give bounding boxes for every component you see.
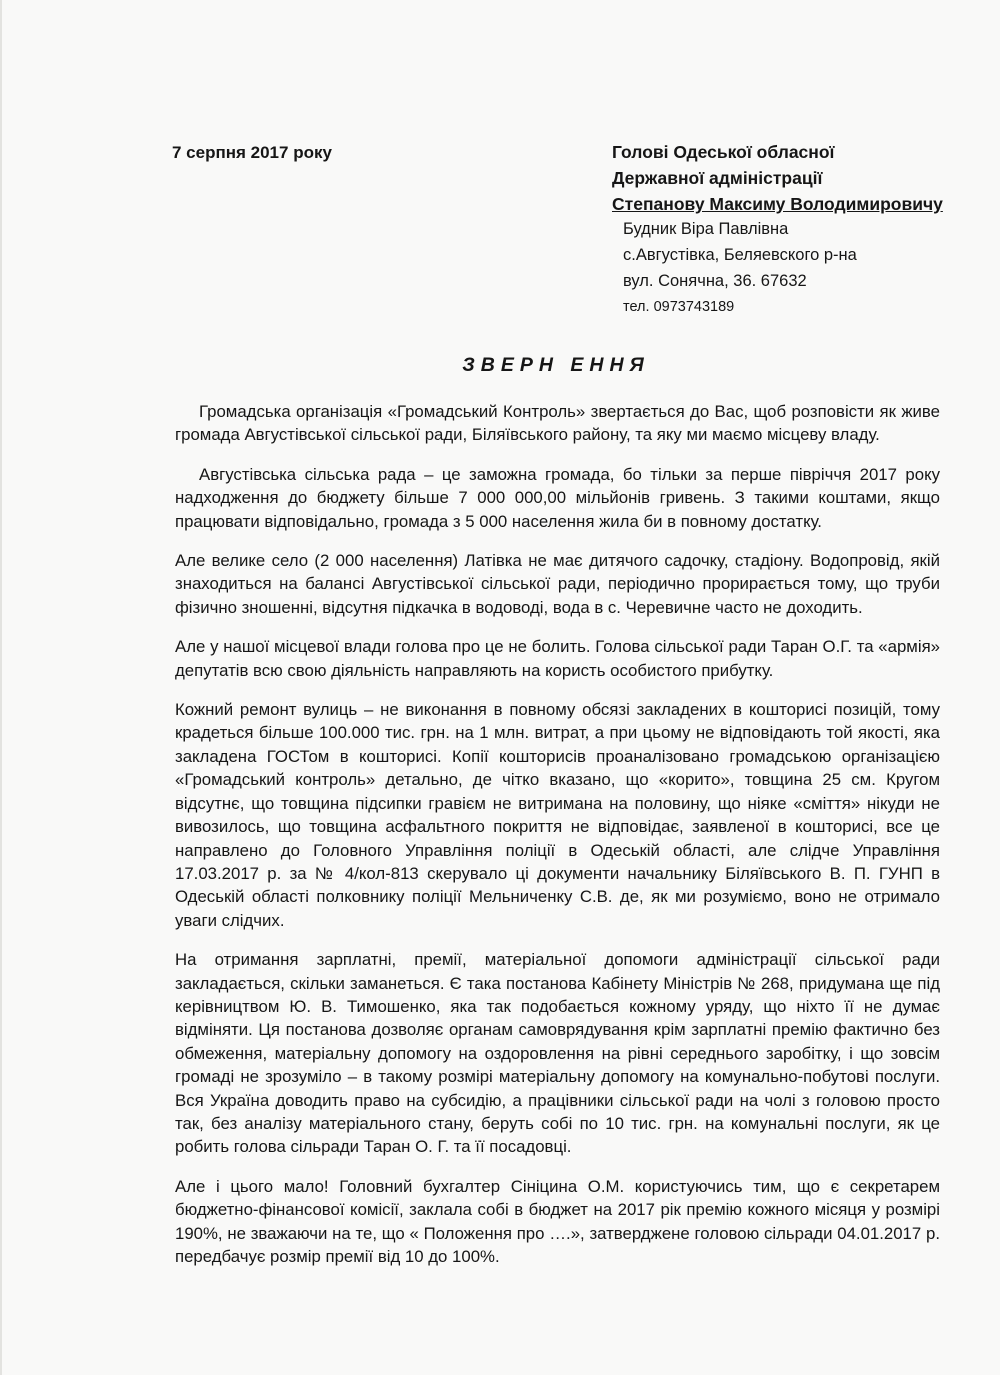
sender-name: Будник Віра Павлівна bbox=[623, 220, 789, 238]
body-paragraph: Але і цього мало! Головний бухгалтер Сініцина О.М. користуючись тим, що є секретарем бюджетно-фінансової комісії, заклала собі в бюджет на 2017 рік премію кожного місяця у розмірі 190%, не зважаючи на те, що « Положення про ….», затверджене головою сільради 04.01.2017 р. передбачує розмір премії від 10 до 100%. bbox=[175, 1176, 940, 1266]
body-paragraph: Але велике село (2 000 населення) Латівка не має дитячого садочку, стадіону. Водопровід, якій знаходиться на балансі Августівської сільської ради, періодично прорирається тому, що труби фізично зношенні, відсутня підкачка в водоводі, вода в с. Черевичне часто не доходить. bbox=[175, 551, 940, 617]
document-title: ЗВЕРН ЕННЯ bbox=[462, 354, 650, 376]
letter-body bbox=[175, 400, 940, 1284]
recipient-line: Голові Одеської обласної bbox=[612, 142, 835, 162]
sender-phone: тел. 0973743189 bbox=[623, 299, 735, 315]
body-paragraph: Громадська організація «Громадський Контроль» звертається до Вас, щоб розповісти як живе громада Августівської сільської ради, Біляївського району, та яку ми маємо місцеву владу. bbox=[175, 402, 940, 445]
sender-street: вул. Сонячна, 36. 67632 bbox=[623, 272, 807, 290]
sender-block bbox=[623, 216, 857, 320]
recipient-name: Степанову Максиму Володимировичу bbox=[612, 194, 943, 214]
body-paragraph: На отримання зарплатні, премії, матеріальної допомоги адміністрації сільської ради закладається, скільки заманеться. Є така постанова Кабінету Міністрів № 268, придумана ще під керівництвом Ю. В. Тимошенко, яка так подобається кожному уряду, що ніхто її не думає відміняти. Ця постанова дозволяє органам самоврядування крім зарплатні премію фактично без обмеження, матеріальну допомогу на оздоровлення на рівні середнього заробітку, і що зовсім громаді не зрозуміло – в такому розмірі матеріальну допомогу на комунально-побутові послуги. Вся Україна доводить право на субсидію, а працівники сільської ради на чолі з головою просто так, без аналізу матеріального стану, беруть собі по 10 тис. грн. на комунальні послуги, як це робить голова сільради Таран О. Г. та її посадовці. bbox=[175, 950, 940, 1157]
body-paragraph: Августівська сільська рада – це заможна громада, бо тільки за перше півріччя 2017 року надходження до бюджету більше 7 000 000,00 мільйонів гривень. З такими коштами, якщо працювати відповідально, громада з 5 000 населення жила би в повному достатку. bbox=[175, 464, 940, 531]
recipient-block bbox=[612, 139, 943, 217]
recipient-line: Державної адміністрації bbox=[612, 168, 823, 188]
sender-village: с.Августівка, Беляевского р-на bbox=[623, 246, 857, 264]
body-paragraph: Кожний ремонт вулиць – не виконання в повному обсязі закладених в кошторисі позицій, тому крадеться більше 100.000 тис. грн. на 1 млн. витрат, а при цьому не відповідають той якості, яка закладена ГОСТом в кошторисі. Копії кошторисів проаналізовано громадською організацією «Громадський контроль» детально, де чітко вказано, що «корито», товщина 25 см. Кругом відсутнє, що товщина підсипки гравієм не витримана на половину, що ніяке «сміття» нікуди не вивозилось, що товщина асфальтного покриття не відповідає, заявленої в кошторисі, все це направлено до Головного Управління поліції в Одеській області, але слідче Управління 17.03.2017 р. за № 4/кол-813 скерувало ці документи начальнику Біляївського В. П. ГУНП в Одеській області полковнику поліції Мельниченку С.В. де, як ми розуміємо, воно не отримало уваги слідчих. bbox=[175, 700, 940, 930]
body-paragraph: Але у нашої місцевої влади голова про це не болить. Голова сільської ради Таран О.Г. та «армія» депутатів всю свою діяльність направляють на користь особистого прибутку. bbox=[175, 637, 940, 680]
letter-date: 7 серпня 2017 року bbox=[172, 143, 332, 162]
